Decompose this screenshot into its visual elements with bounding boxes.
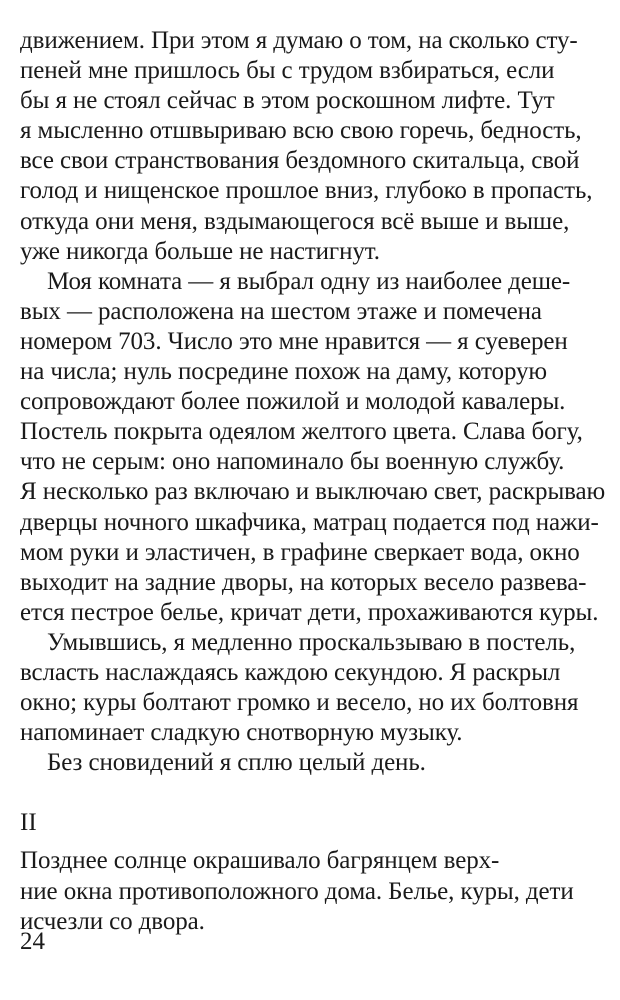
section-text	[20, 846, 600, 936]
text-line: пеней мне пришлось бы с трудом взбираться, если	[20, 57, 555, 85]
text-line: откуда они меня, вздымающегося всё выше и выше,	[20, 207, 570, 235]
text-line: Моя комната — я выбрал одну из наиболее деше-	[47, 267, 571, 295]
text-line: исчезли со двора.	[20, 907, 205, 935]
text-line: уже никогда больше не настигнут.	[20, 237, 380, 265]
text-line: на числа; нуль посредине похож на даму, которую	[20, 358, 547, 386]
text-line: Позднее солнце окрашивало багрянцем верх-	[20, 847, 500, 875]
text-line: номером 703. Число это мне нравится — я суеверен	[20, 327, 568, 355]
text-line: вых — расположена на шестом этаже и помечена	[20, 297, 542, 325]
paragraph	[20, 748, 600, 778]
text-line: всласть наслаждаясь каждою секундою. Я раскрыл	[20, 658, 561, 686]
text-line: все свои странствования бездомного скитальца, свой	[20, 147, 580, 175]
section-gap	[20, 778, 600, 808]
text-line: Я несколько раз включаю и выключаю свет, раскрываю	[20, 478, 606, 506]
text-line: голод и нищенское прошлое вниз, глубоко в пропасть,	[20, 177, 593, 205]
page-body	[20, 26, 606, 937]
text-line: дверцы ночного шкафчика, матрац подается под нажи-	[20, 508, 599, 536]
section-marker-gap	[20, 838, 600, 846]
text-line: Без сновидений я сплю целый день.	[47, 749, 426, 777]
text-line: Умывшись, я медленно проскальзываю в постель,	[47, 628, 576, 656]
paragraph	[20, 267, 606, 628]
text-line: сопровождают более пожилой и молодой кавалеры.	[20, 388, 566, 416]
paragraph	[20, 26, 600, 267]
text-line: мом руки и эластичен, в графине сверкает вода, окно	[20, 538, 580, 566]
text-line: выходит на задние дворы, на которых весело развева-	[20, 568, 587, 596]
text-line: бы я не стоял сейчас в этом роскошном лифте. Тут	[20, 87, 555, 115]
text-line: напоминает сладкую снотворную музыку.	[20, 719, 463, 747]
text-line: ние окна противоположного дома. Белье, куры, дети	[20, 877, 574, 905]
text-line: окно; куры болтают громко и весело, но их болтовня	[20, 689, 579, 717]
text-line: я мысленно отшвыриваю всю свою горечь, бедность,	[20, 117, 582, 145]
text-line: Постель покрыта одеялом желтого цвета. Слава богу,	[20, 418, 583, 446]
section-marker: II	[20, 809, 37, 837]
text-line: движением. При этом я думаю о том, на сколько сту-	[20, 27, 578, 54]
text-line: ется пестрое белье, кричат дети, прохаживаются куры.	[20, 598, 599, 626]
text-line: что не серым: оно напоминало бы военную службу.	[20, 448, 565, 476]
page-number: 24	[20, 928, 45, 955]
paragraph	[20, 628, 600, 748]
text-column	[20, 26, 606, 778]
